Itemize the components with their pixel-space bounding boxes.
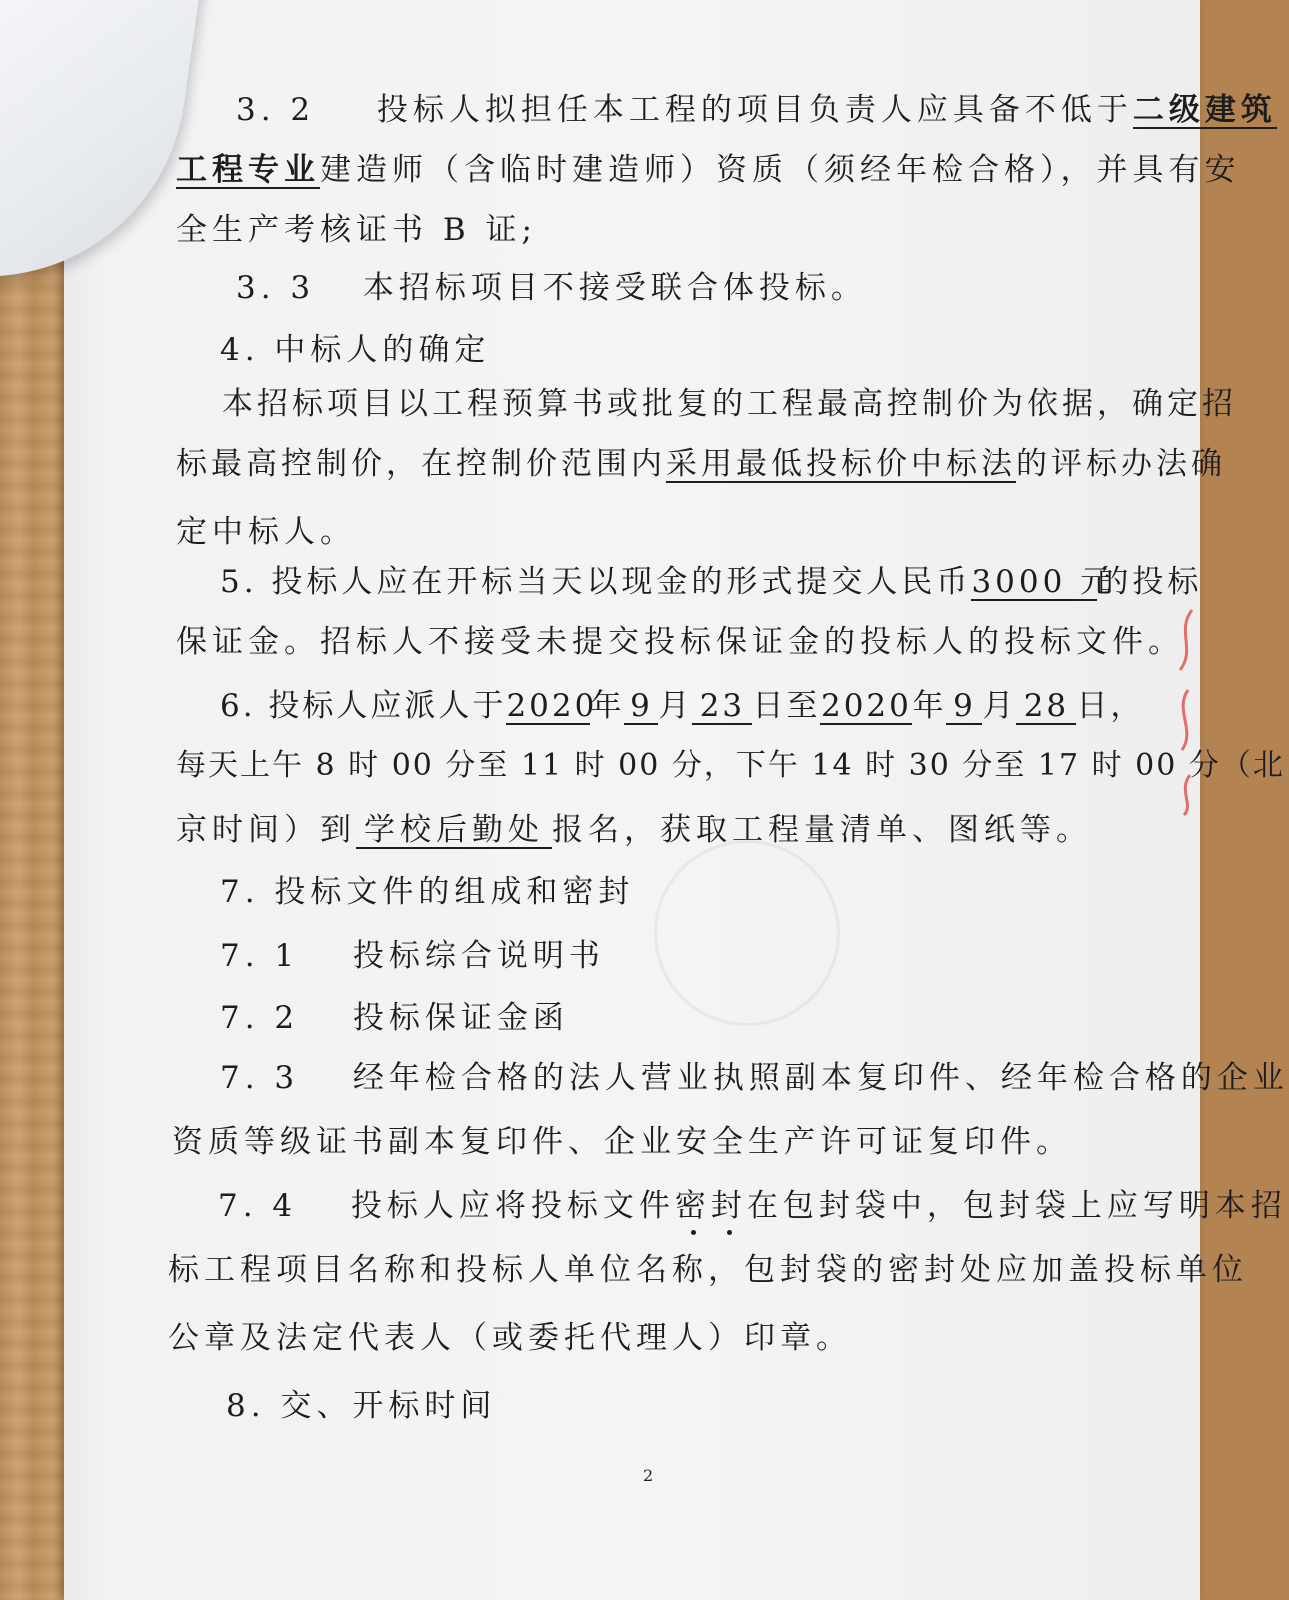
line-text: 报名，获取工程量清单、图纸等。 [552, 812, 1092, 848]
line-text: 标最高控制价，在控制价范围内 [176, 446, 666, 482]
line-21: 公章及法定代表人（或委托代理人）印章。 [168, 1320, 852, 1356]
line-10: 保证金。招标人不接受未提交投标保证金的投标人的投标文件。 [176, 624, 1184, 660]
line-text: 的评标办法确 [1016, 446, 1226, 482]
line-text: 6. 投标人应派人于 [220, 688, 507, 724]
clause-number: 3. 2 [236, 92, 316, 128]
line-5 [220, 556, 1202, 601]
line-text: 5. 投标人应在开标当天以现金的形式提交人民币 [220, 564, 972, 600]
line-text: 日至 [752, 688, 821, 724]
line-text: 建造师（含临时建造师）资质（须经年检合格），并具有安 [320, 152, 1241, 188]
line-text: 月 [982, 688, 1017, 724]
line-text: 投标人拟担任本工程的项目负责人应具备不低于 [376, 92, 1133, 128]
clause-number: 7. 4 [218, 1188, 298, 1224]
registration-location: 学校后勤处 [356, 813, 552, 849]
line-7-3 [220, 1052, 1289, 1097]
clause-number: 7. 2 [220, 1000, 300, 1036]
line-text: 投标人应将投标文件 [350, 1188, 675, 1224]
section-heading-8: 8. 交、开标时间 [226, 1388, 497, 1424]
line-7 [176, 438, 1226, 483]
line-text: 年 [590, 688, 625, 724]
line-text: 经年检合格的法人营业执照副本复印件、经年检合格的企业 [352, 1060, 1289, 1096]
section-heading-7: 7. 投标文件的组成和密封 [220, 874, 635, 910]
line-3-2 [236, 84, 1277, 129]
line-text: 日， [1076, 688, 1145, 724]
line-text: 的投标 [1097, 564, 1203, 600]
end-day: 28 [1016, 689, 1076, 725]
start-month: 9 [624, 689, 658, 725]
line-text: 京时间）到 [176, 812, 356, 848]
line-text: 年 [912, 688, 947, 724]
deposit-amount: 3000 元 [971, 564, 1116, 600]
clause-number: 3. 3 [236, 270, 316, 306]
line-12: 每天上午 8 时 00 分至 11 时 00 分，下午 14 时 30 分至 17 时 00 分（北 [176, 748, 1285, 783]
end-month: 9 [946, 689, 982, 725]
emphasis-char: 密 [675, 1180, 711, 1225]
faded-stamp [654, 840, 840, 1026]
line-18: 资质等级证书副本复印件、企业安全生产许可证复印件。 [172, 1124, 1072, 1160]
line-text: 投标保证金函 [352, 1000, 569, 1036]
line-text: 本招标项目不接受联合体投标。 [362, 270, 867, 306]
line-20: 标工程项目名称和投标人单位名称，包封袋的密封处应加盖投标单位 [168, 1252, 1248, 1288]
line-3: 全生产考核证书 B 证; [176, 212, 537, 248]
line-7-1 [220, 930, 605, 975]
line-text: 月 [658, 688, 693, 724]
evaluation-method: 采用最低投标价中标法 [666, 446, 1016, 482]
line-6-dates [220, 680, 1144, 725]
line-text: 在包封袋中，包封袋上应写明本招 [746, 1188, 1287, 1224]
line-2 [176, 144, 1241, 189]
line-7-4 [218, 1180, 1287, 1225]
line-text: 投标综合说明书 [352, 938, 605, 974]
clause-number: 7. 3 [220, 1060, 300, 1096]
end-year: 2020 [820, 688, 912, 724]
line-3-3 [236, 262, 867, 307]
clause-number: 7. 1 [220, 938, 300, 974]
section-heading-4: 4. 中标人的确定 [220, 332, 491, 368]
start-day: 23 [692, 689, 752, 725]
qualification-level: 二级建筑 [1132, 92, 1277, 128]
line-7-2 [220, 992, 569, 1037]
line-8: 定中标人。 [176, 514, 356, 550]
line-13 [176, 804, 1092, 849]
line-6: 本招标项目以工程预算书或批复的工程最高控制价为依据，确定招 [222, 386, 1237, 422]
page-number: 2 [643, 1466, 654, 1485]
specialty: 工程专业 [176, 152, 320, 188]
start-year: 2020 [506, 688, 598, 724]
emphasis-char: 封 [711, 1180, 747, 1225]
